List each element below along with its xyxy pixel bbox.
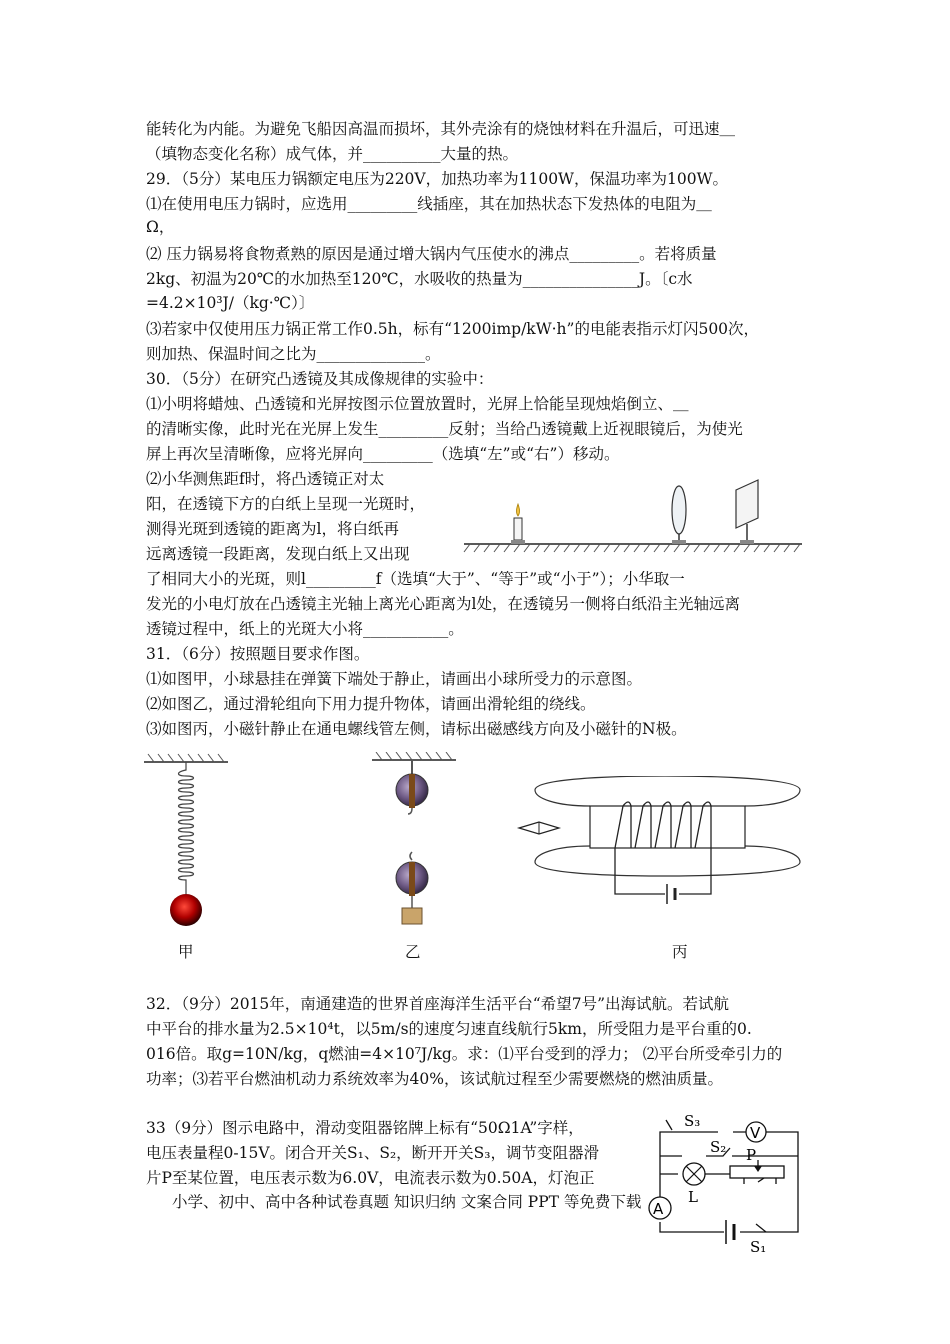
question-33-heading: 33（9分）图示电路中，滑动变阻器铭牌上标有“50Ω1A”字样， bbox=[146, 1119, 584, 1137]
text-line: 2kg、初温为20℃的水加热至120℃，水吸收的热量为_______________J。〔c水 bbox=[146, 270, 693, 288]
text-line: =4.2×10³J/（kg·℃）〕 bbox=[146, 294, 315, 312]
battery-icon bbox=[667, 884, 675, 904]
switch-s3-label: S₃ bbox=[684, 1112, 701, 1130]
text-line: 发光的小电灯放在凸透镜主光轴上离光心距离为l处，在透镜另一侧将白纸沿主光轴远离 bbox=[146, 595, 740, 613]
text-line: 的清晰实像，此时光在光屏上发生_________反射；当给凸透镜戴上近视眼镜后，为使光 bbox=[146, 420, 743, 438]
text-line: 阳，在透镜下方的白纸上呈现一光斑时， bbox=[146, 495, 426, 513]
text-line: ⑶如图丙，小磁针静止在通电螺线管左侧，请标出磁感线方向及小磁针的N极。 bbox=[146, 720, 687, 738]
text-line: ⑵如图乙，通过滑轮组向下用力提升物体，请画出滑轮组的绕线。 bbox=[146, 695, 596, 713]
figure-caption-yi: 乙 bbox=[405, 943, 421, 961]
ammeter-label: A bbox=[653, 1200, 664, 1218]
text-line: 远离透镜一段距离，发现白纸上又出现 bbox=[146, 545, 410, 563]
convex-lens-icon bbox=[672, 486, 686, 544]
text-line: 016倍。取g=10N/kg，q燃油=4×10⁷J/kg。求：⑴平台受到的浮力； ⑵平台所受牵引力的 bbox=[146, 1045, 783, 1063]
text-line: 了相同大小的光斑，则l_________f（选填“大于”、“等于”或“小于”）；小华取一 bbox=[146, 570, 685, 588]
text-line: 能转化为内能。为避免飞船因高温而损坏，其外壳涂有的烧蚀材料在升温后，可迅速＿ bbox=[146, 120, 736, 138]
spring-icon bbox=[179, 762, 194, 894]
text-line: ⑴如图甲，小球悬挂在弹簧下端处于静止，请画出小球所受力的示意图。 bbox=[146, 670, 643, 688]
figure-caption-jia: 甲 bbox=[178, 943, 194, 961]
spring-ball-figure bbox=[140, 752, 232, 930]
solenoid-core bbox=[590, 806, 745, 848]
text-line: 则加热、保温时间之比为______________。 bbox=[146, 345, 441, 363]
text-line: 中平台的排水量为2.5×10⁴t，以5m/s的速度匀速直线航行5km，所受阻力是平台重的0. bbox=[146, 1020, 752, 1038]
field-line-bottom bbox=[535, 846, 800, 876]
lamp-label: L bbox=[688, 1188, 698, 1206]
text-line: ⑵ 压力锅易将食物煮熟的原因是通过增大锅内气压使水的沸点_________。若将质量 bbox=[146, 245, 717, 263]
text-line: ⑵小华测焦距f时，将凸透镜正对太 bbox=[146, 470, 385, 488]
question-30-heading: 30．（5分）在研究凸透镜及其成像规律的实验中： bbox=[146, 370, 494, 388]
switch-s2-label: S₂ bbox=[710, 1138, 727, 1156]
circuit-diagram bbox=[648, 1108, 806, 1254]
candle-icon bbox=[511, 504, 525, 544]
figure-caption-bing: 丙 bbox=[672, 943, 688, 961]
movable-pulley-icon bbox=[396, 852, 428, 908]
text-line: ⑶若家中仅使用压力锅正常工作0.5h，标有“1200imp/kW·h”的电能表指示灯闪500次， bbox=[146, 320, 760, 338]
text-line: Ω， bbox=[146, 218, 175, 236]
text-line: 功率；⑶若平台燃油机动力系统效率为40%，该试航过程至少需要燃烧的燃油质量。 bbox=[146, 1070, 723, 1088]
solenoid-figure bbox=[515, 776, 815, 916]
fixed-pulley-icon bbox=[396, 760, 428, 814]
text-line: （填物态变化名称）成气体，并__________大量的热。 bbox=[146, 145, 519, 163]
pulley-figure bbox=[368, 752, 458, 934]
slider-p-label: P bbox=[746, 1146, 757, 1164]
question-29-heading: 29．（5分）某电压力锅额定电压为220V，加热功率为1100W，保温功率为100W。 bbox=[146, 170, 729, 188]
footer-banner: 小学、初中、高中各种试卷真题 知识归纳 文案合同 PPT 等免费下载 bbox=[172, 1193, 642, 1211]
text-line: 透镜过程中，纸上的光斑大小将___________。 bbox=[146, 620, 464, 638]
text-line: 测得光斑到透镜的距离为l，将白纸再 bbox=[146, 520, 399, 538]
text-line: 片P至某位置，电压表示数为6.0V，电流表示数为0.50A，灯泡正 bbox=[146, 1169, 595, 1187]
weight-block-icon bbox=[402, 908, 422, 924]
text-line: 电压表量程0-15V。闭合开关S₁、S₂，断开开关S₃，调节变阻器滑 bbox=[146, 1144, 600, 1162]
lens-bench-figure bbox=[462, 474, 807, 556]
text-line: 屏上再次呈清晰像，应将光屏向_________（选填“左”或“右”）移动。 bbox=[146, 445, 620, 463]
light-screen-icon bbox=[736, 480, 758, 544]
voltmeter-label: V bbox=[750, 1124, 761, 1142]
question-32-heading: 32．（9分）2015年，南通建造的世界首座海洋生活平台“希望7号”出海试航。若试航 bbox=[146, 995, 729, 1013]
text-line: ⑴小明将蜡烛、凸透镜和光屏按图示位置放置时，光屏上恰能呈现烛焰倒立、＿ bbox=[146, 395, 689, 413]
switch-s1-label: S₁ bbox=[750, 1238, 767, 1254]
text-line: ⑴在使用电压力锅时，应选用_________线插座，其在加热状态下发热体的电阻为＿ bbox=[146, 195, 712, 213]
question-31-heading: 31．（6分）按照题目要求作图。 bbox=[146, 645, 370, 663]
ball-icon bbox=[170, 894, 202, 926]
